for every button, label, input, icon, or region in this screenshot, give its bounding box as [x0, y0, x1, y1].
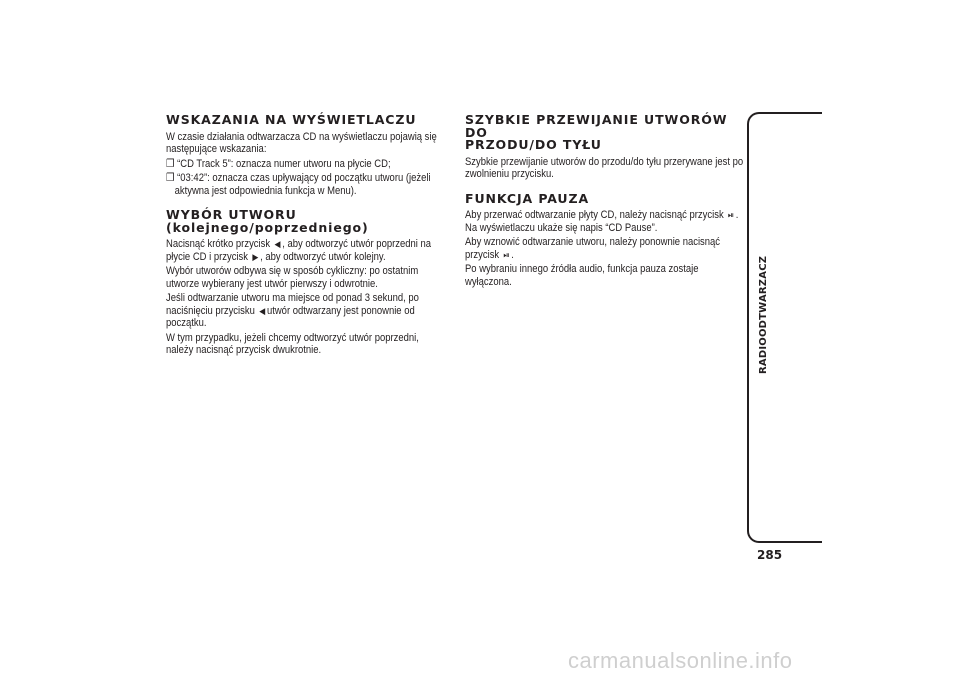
- bullet-icon: ❒: [166, 172, 175, 184]
- right-column: [465, 114, 745, 290]
- left-column: [166, 114, 448, 359]
- heading-track-selection: WYBÓR UTWORU (kolejnego/poprzedniego): [166, 207, 369, 235]
- bullet-elapsed-time: ❒ “03:42”: oznacza czas upływający od początku utworu (jeżeli aktywna jest odpowiednia funkcja w Menu).: [166, 172, 431, 197]
- paragraph-display-intro: W czasie działania odtwarzacza CD na wyświetlaczu pojawią się następujące wskazania:: [166, 130, 437, 155]
- previous-track-icon: ◀: [259, 305, 266, 316]
- previous-track-icon: ◀: [274, 239, 281, 249]
- paragraph-pause-off: Po wybraniu innego źródła audio, funkcja pauza zostaje wyłączona.: [465, 263, 699, 288]
- bullet-icon: ❒: [166, 157, 175, 170]
- paragraph-cyclic-selection: Wybór utworów odbywa się w sposób cykliczny: po ostatnim utworze wybierany jest utwór pierwszy i odwrotnie.: [166, 265, 419, 290]
- paragraph-restart-track: Jeśli odtwarzanie utworu ma miejsce od ponad 3 sekund, po naciśnięciu przycisku ◀ utwór odtwarzany jest ponownie od początku.: [166, 292, 419, 329]
- heading-pause-function: FUNKCJA PAUZA: [465, 190, 590, 206]
- paragraph-fast-forward: Szybkie przewijanie utworów do przodu/do tyłu przerywane jest po zwolnieniu przycisku.: [465, 155, 744, 180]
- heading-fast-forward: SZYBKIE PRZEWIJANIE UTWORÓW DO PRZODU/DO TYŁU: [465, 112, 728, 152]
- heading-display-indications: WSKAZANIA NA WYŚWIETLACZU: [166, 112, 417, 127]
- section-side-label: RADIOODTWARZACZ: [758, 255, 769, 375]
- page-number: 285: [757, 548, 783, 562]
- watermark-text: carmanualsonline.info: [568, 648, 793, 673]
- next-track-icon: ▶: [252, 251, 259, 262]
- paragraph-track-buttons: Nacisnąć krótko przycisk ◀ , aby odtworzyć utwór poprzedni na płycie CD i przycisk ▶ , aby odtworzyć utwór kolejny.: [166, 238, 432, 263]
- paragraph-resume: Aby wznowić odtwarzanie utworu, należy ponownie nacisnąć przycisk ⏯ .: [465, 236, 721, 261]
- paragraph-pause: Aby przerwać odtwarzanie płyty CD, należy nacisnąć przycisk ⏯ . Na wyświetlaczu ukaże się napis “CD Pause”.: [465, 209, 739, 234]
- paragraph-double-press: W tym przypadku, jeżeli chcemy odtworzyć utwór poprzedni, należy nacisnąć przycisk dwukrotnie.: [166, 331, 419, 356]
- play-pause-icon: ⏯: [727, 210, 735, 220]
- bullet-cd-track: ❒ “CD Track 5”: oznacza numer utworu na płycie CD;: [166, 157, 391, 170]
- play-pause-icon: ⏯: [503, 249, 510, 260]
